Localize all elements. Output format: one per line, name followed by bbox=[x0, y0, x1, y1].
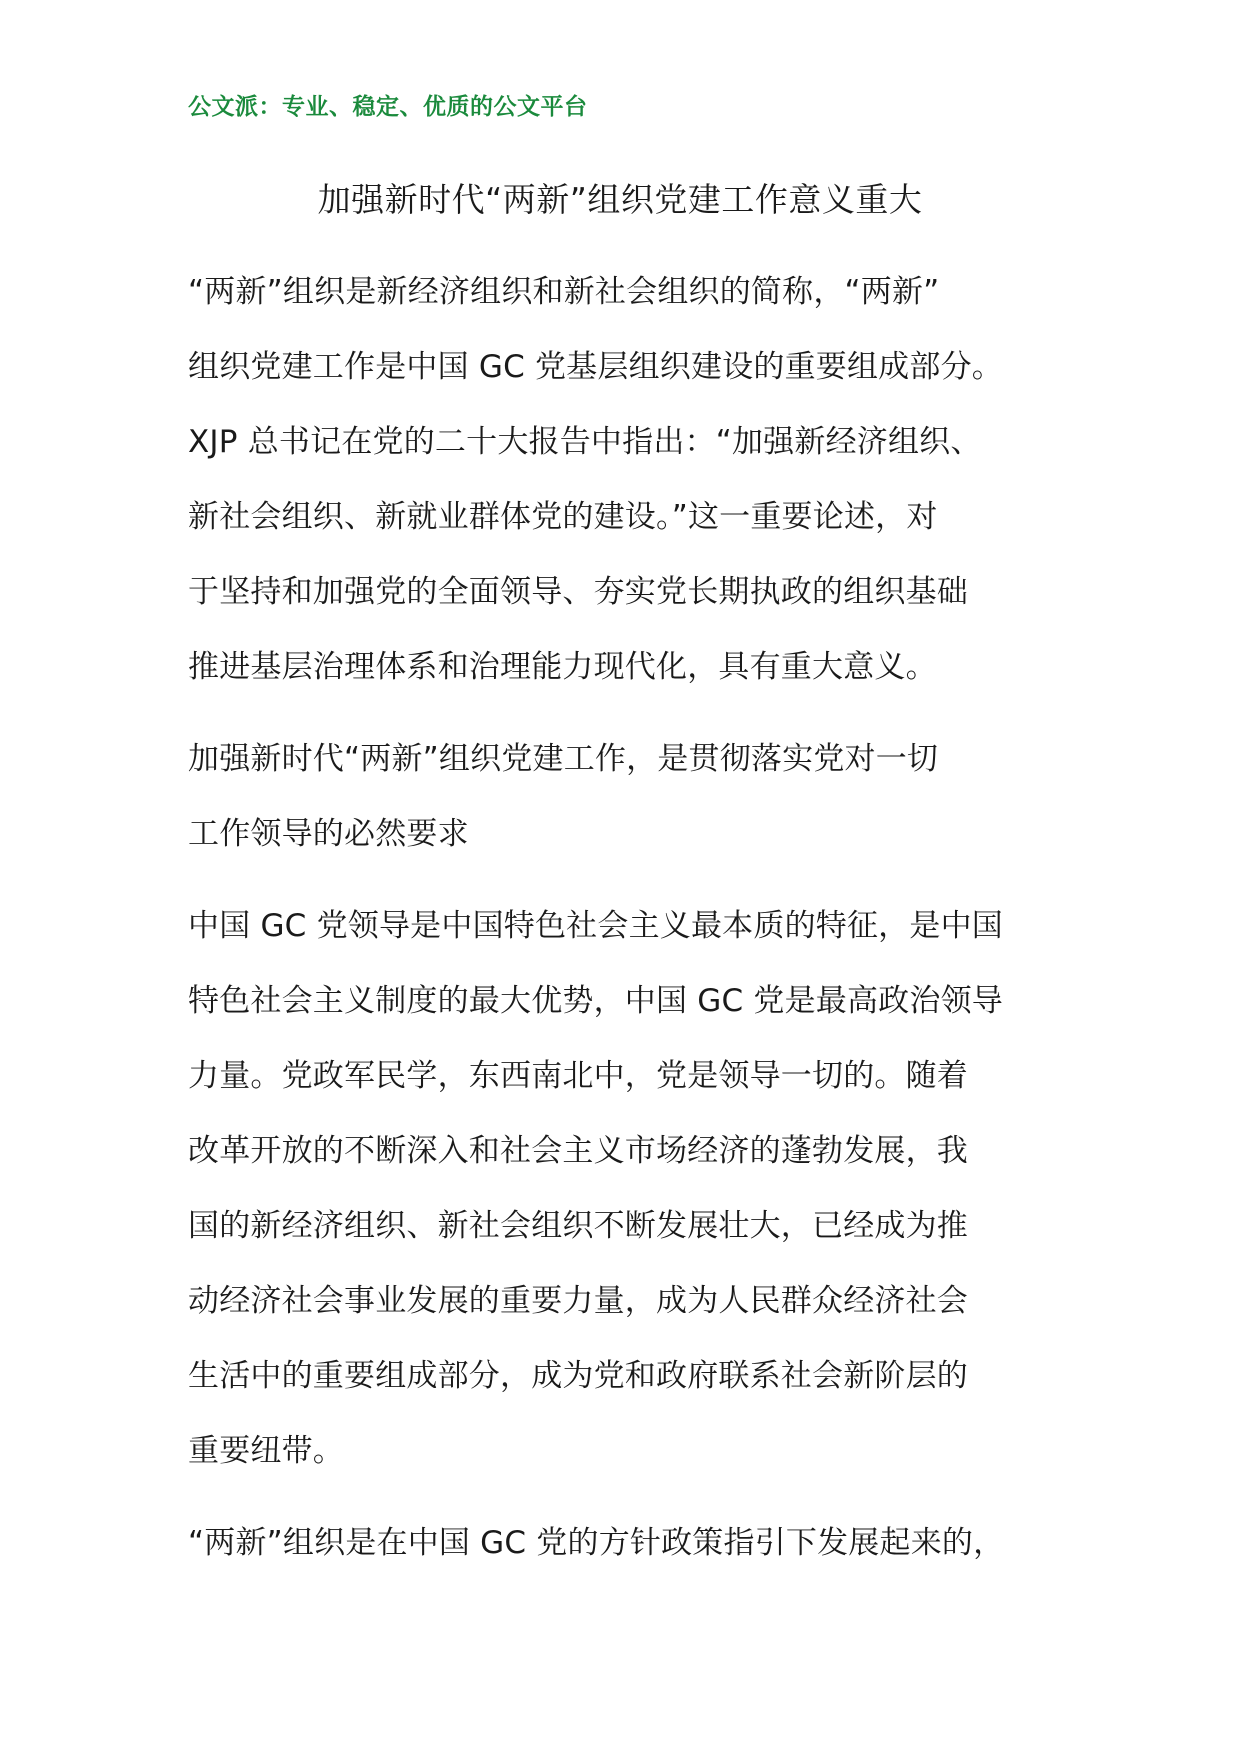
text-line: “两新”组织是新经济组织和新社会组织的简称，“两新” bbox=[188, 274, 940, 310]
text-line: 生活中的重要组成部分，成为党和政府联系社会新阶层的 bbox=[188, 1358, 968, 1394]
document-title: 加强新时代“两新”组织党建工作意义重大 bbox=[317, 180, 923, 219]
section-heading bbox=[188, 722, 1088, 872]
text-line: 动经济社会事业发展的重要力量，成为人民群众经济社会 bbox=[188, 1283, 968, 1319]
text-line: 于坚持和加强党的全面领导、夯实党长期执政的组织基础 bbox=[188, 574, 968, 610]
text-line: 推进基层治理体系和治理能力现代化，具有重大意义。 bbox=[188, 649, 937, 685]
paragraph-leadership bbox=[188, 889, 1088, 1489]
text-line: “两新”组织是在中国 GC 党的方针政策指引下发展起来的， bbox=[188, 1525, 1005, 1561]
text-line: 改革开放的不断深入和社会主义市场经济的蓬勃发展，我 bbox=[188, 1133, 968, 1169]
text-line: 组织党建工作是中国 GC 党基层组织建设的重要组成部分。 bbox=[188, 349, 1003, 385]
text-line: 重要纽带。 bbox=[188, 1433, 344, 1469]
text-line: 加强新时代“两新”组织党建工作，是贯彻落实党对一切 bbox=[188, 741, 939, 777]
text-line: 工作领导的必然要求 bbox=[188, 816, 469, 852]
text-line: 力量。党政军民学，东西南北中，党是领导一切的。随着 bbox=[188, 1058, 968, 1094]
text-line: 国的新经济组织、新社会组织不断发展壮大，已经成为推 bbox=[188, 1208, 968, 1244]
paragraph-intro bbox=[188, 255, 1088, 705]
text-line: 特色社会主义制度的最大优势，中国 GC 党是最高政治领导 bbox=[188, 983, 1003, 1019]
text-line: XJP 总书记在党的二十大报告中指出：“加强新经济组织、 bbox=[188, 424, 982, 460]
document-body bbox=[188, 255, 1088, 1581]
text-line: 新社会组织、新就业群体党的建设。”这一重要论述，对 bbox=[188, 499, 938, 535]
site-header: 公文派：专业、稳定、优质的公文平台 bbox=[188, 93, 588, 120]
text-line: 中国 GC 党领导是中国特色社会主义最本质的特征，是中国 bbox=[188, 908, 1003, 944]
paragraph-policy bbox=[188, 1506, 1088, 1581]
